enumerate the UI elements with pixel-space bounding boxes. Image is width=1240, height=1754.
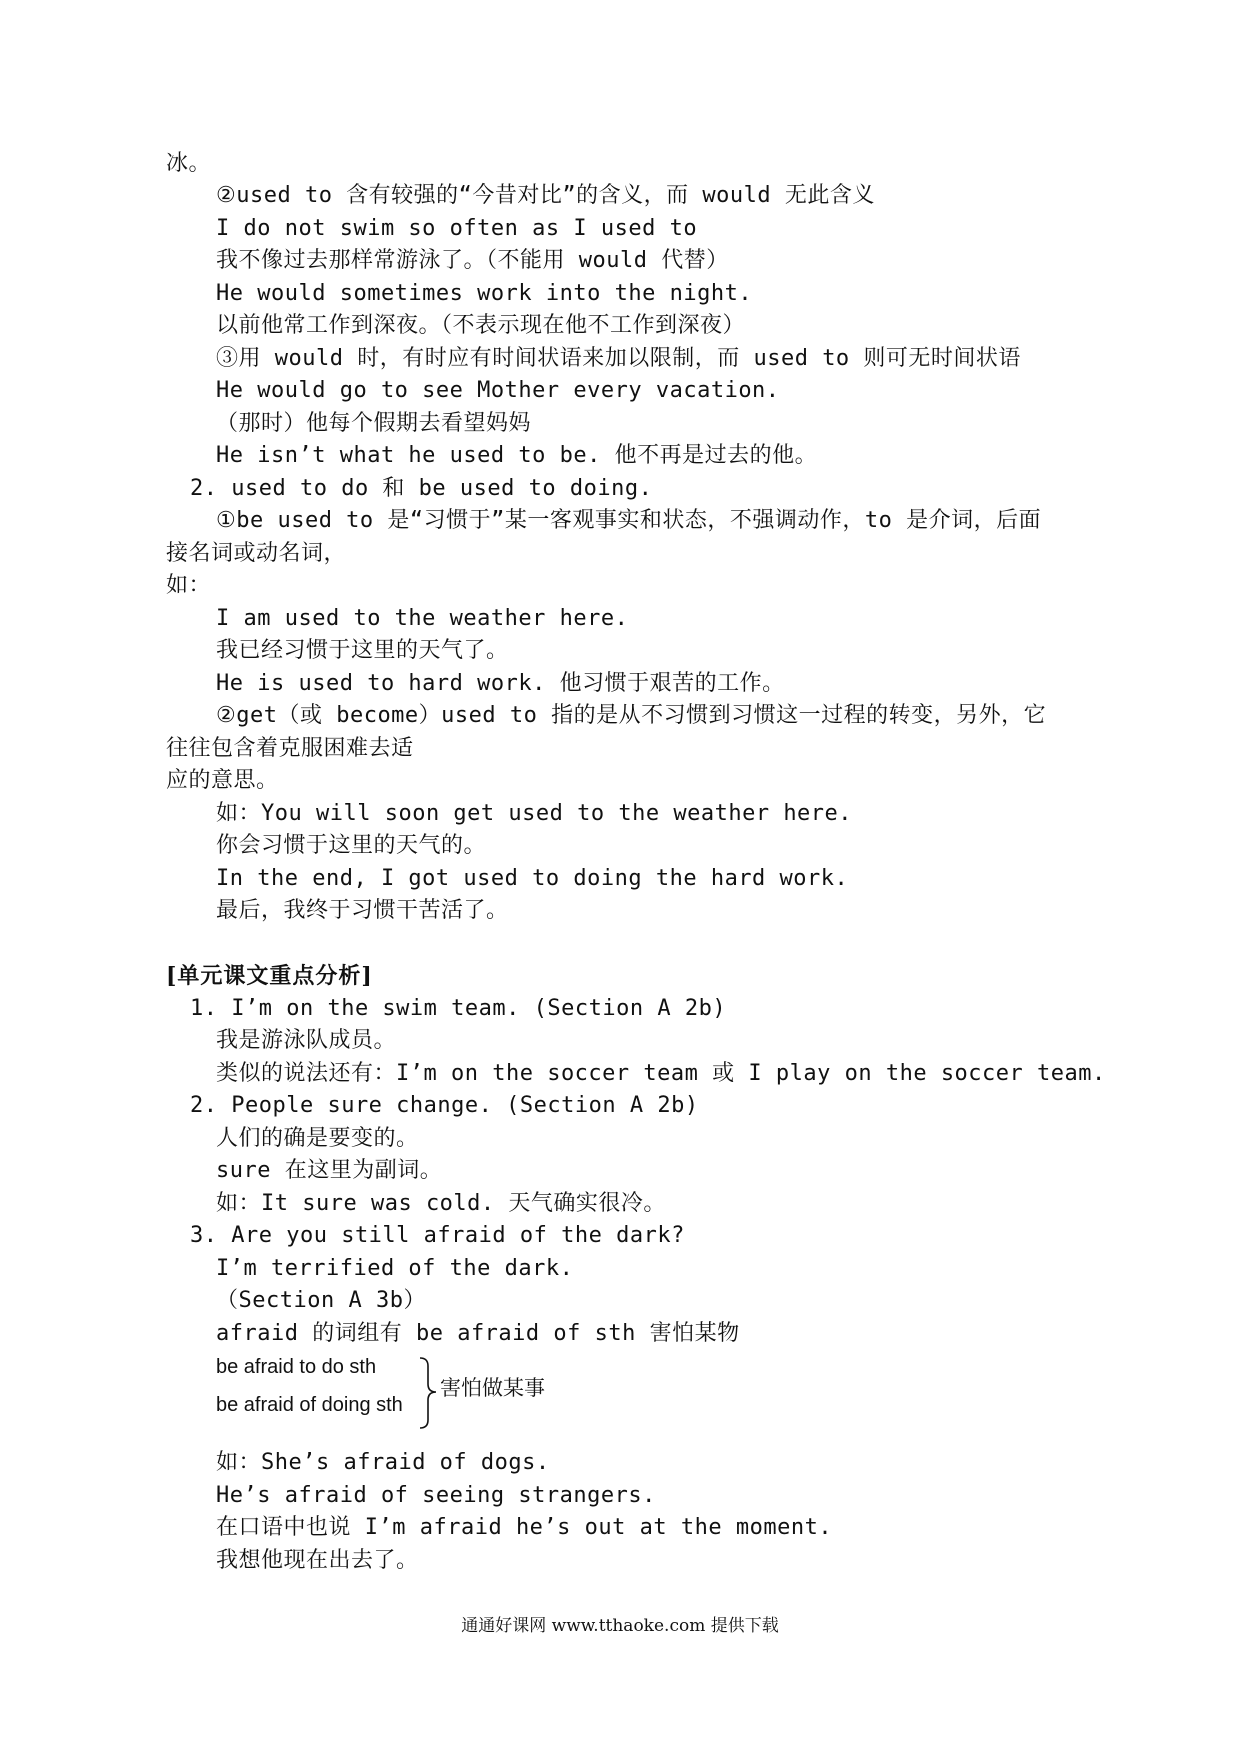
page-footer: 通通好课网 www.tthaoke.com 提供下载 [461,1616,779,1636]
text-line: ②get（或 become）used to 指的是从不习惯到习惯这一过程的转变，另外，它 [216,703,1047,728]
text-line: 我已经习惯于这里的天气了。 [216,638,509,663]
text-line: sure 在这里为副词。 [216,1158,443,1183]
section-heading: [单元课文重点分析] [166,963,373,989]
text-line: （Section A 3b） [216,1288,426,1313]
text-line: 如：You will soon get used to the weather here. [216,801,853,826]
text-line: 如：She’s afraid of dogs. [216,1450,550,1475]
text-line: 最后，我终于习惯干苦活了。 [216,898,509,923]
text-line: He’s afraid of seeing strangers. [216,1483,656,1508]
list-item-number: 2. People sure change. (Section A 2b) [190,1093,699,1118]
text-line: 在口语中也说 I’m afraid he’s out at the moment. [216,1515,833,1540]
text-line: 我不像过去那样常游泳了。（不能用 would 代替） [216,248,729,273]
text-line: He would go to see Mother every vacation. [216,378,780,403]
text-line: 我想他现在出去了。 [216,1548,419,1573]
text-line: He isn’t what he used to be. 他不再是过去的他。 [216,443,818,468]
text-line: He would sometimes work into the night. [216,281,753,306]
list-item-number: 2. used to do 和 be used to doing. [190,476,653,501]
text-line: I do not swim so often as I used to [216,216,698,241]
text-line: ②used to 含有较强的“今昔对比”的含义，而 would 无此含义 [216,183,875,208]
text-line: I’m terrified of the dark. [216,1256,574,1281]
text-line: afraid 的词组有 be afraid of sth 害怕某物 [216,1321,740,1346]
text-line: 我是游泳队成员。 [216,1028,397,1053]
text-line: 类似的说法还有：I’m on the soccer team 或 I play on the soccer team. [216,1061,1106,1086]
list-item-number: 3. Are you still afraid of the dark? [190,1223,685,1248]
text-line: （那时）他每个假期去看望妈妈 [216,411,532,436]
text-line: 应的意思。 [166,768,279,793]
text-line: 往往包含着克服困难去适 [166,736,414,761]
text-line: He is used to hard work. 他习惯于艰苦的工作。 [216,671,785,696]
text-line: ③用 would 时，有时应有时间状语来加以限制，而 used to 则可无时间状语 [216,346,1021,371]
text-line: 如： [166,573,212,598]
text-line: In the end, I got used to doing the hard work. [216,866,849,891]
text-line: 你会习惯于这里的天气的。 [216,833,487,858]
brace-item: be afraid of doing sth [216,1394,403,1416]
text-line: ①be used to 是“习惯于”某一客观事实和状态，不强调动作，to 是介词，后面 [216,508,1042,533]
text-line: 以前他常工作到深夜。（不表示现在他不工作到深夜） [216,313,746,338]
text-line: 冰。 [166,151,212,176]
text-line: 如：It sure was cold. 天气确实很冷。 [216,1191,666,1216]
text-line: I am used to the weather here. [216,606,629,631]
text-line: 人们的确是要变的。 [216,1126,419,1151]
list-item-number: 1. I’m on the swim team. (Section A 2b) [190,996,727,1021]
brace-label: 害怕做某事 [440,1376,545,1400]
text-line: 接名词或动名词， [166,541,347,566]
brace-item: be afraid to do sth [216,1356,377,1378]
